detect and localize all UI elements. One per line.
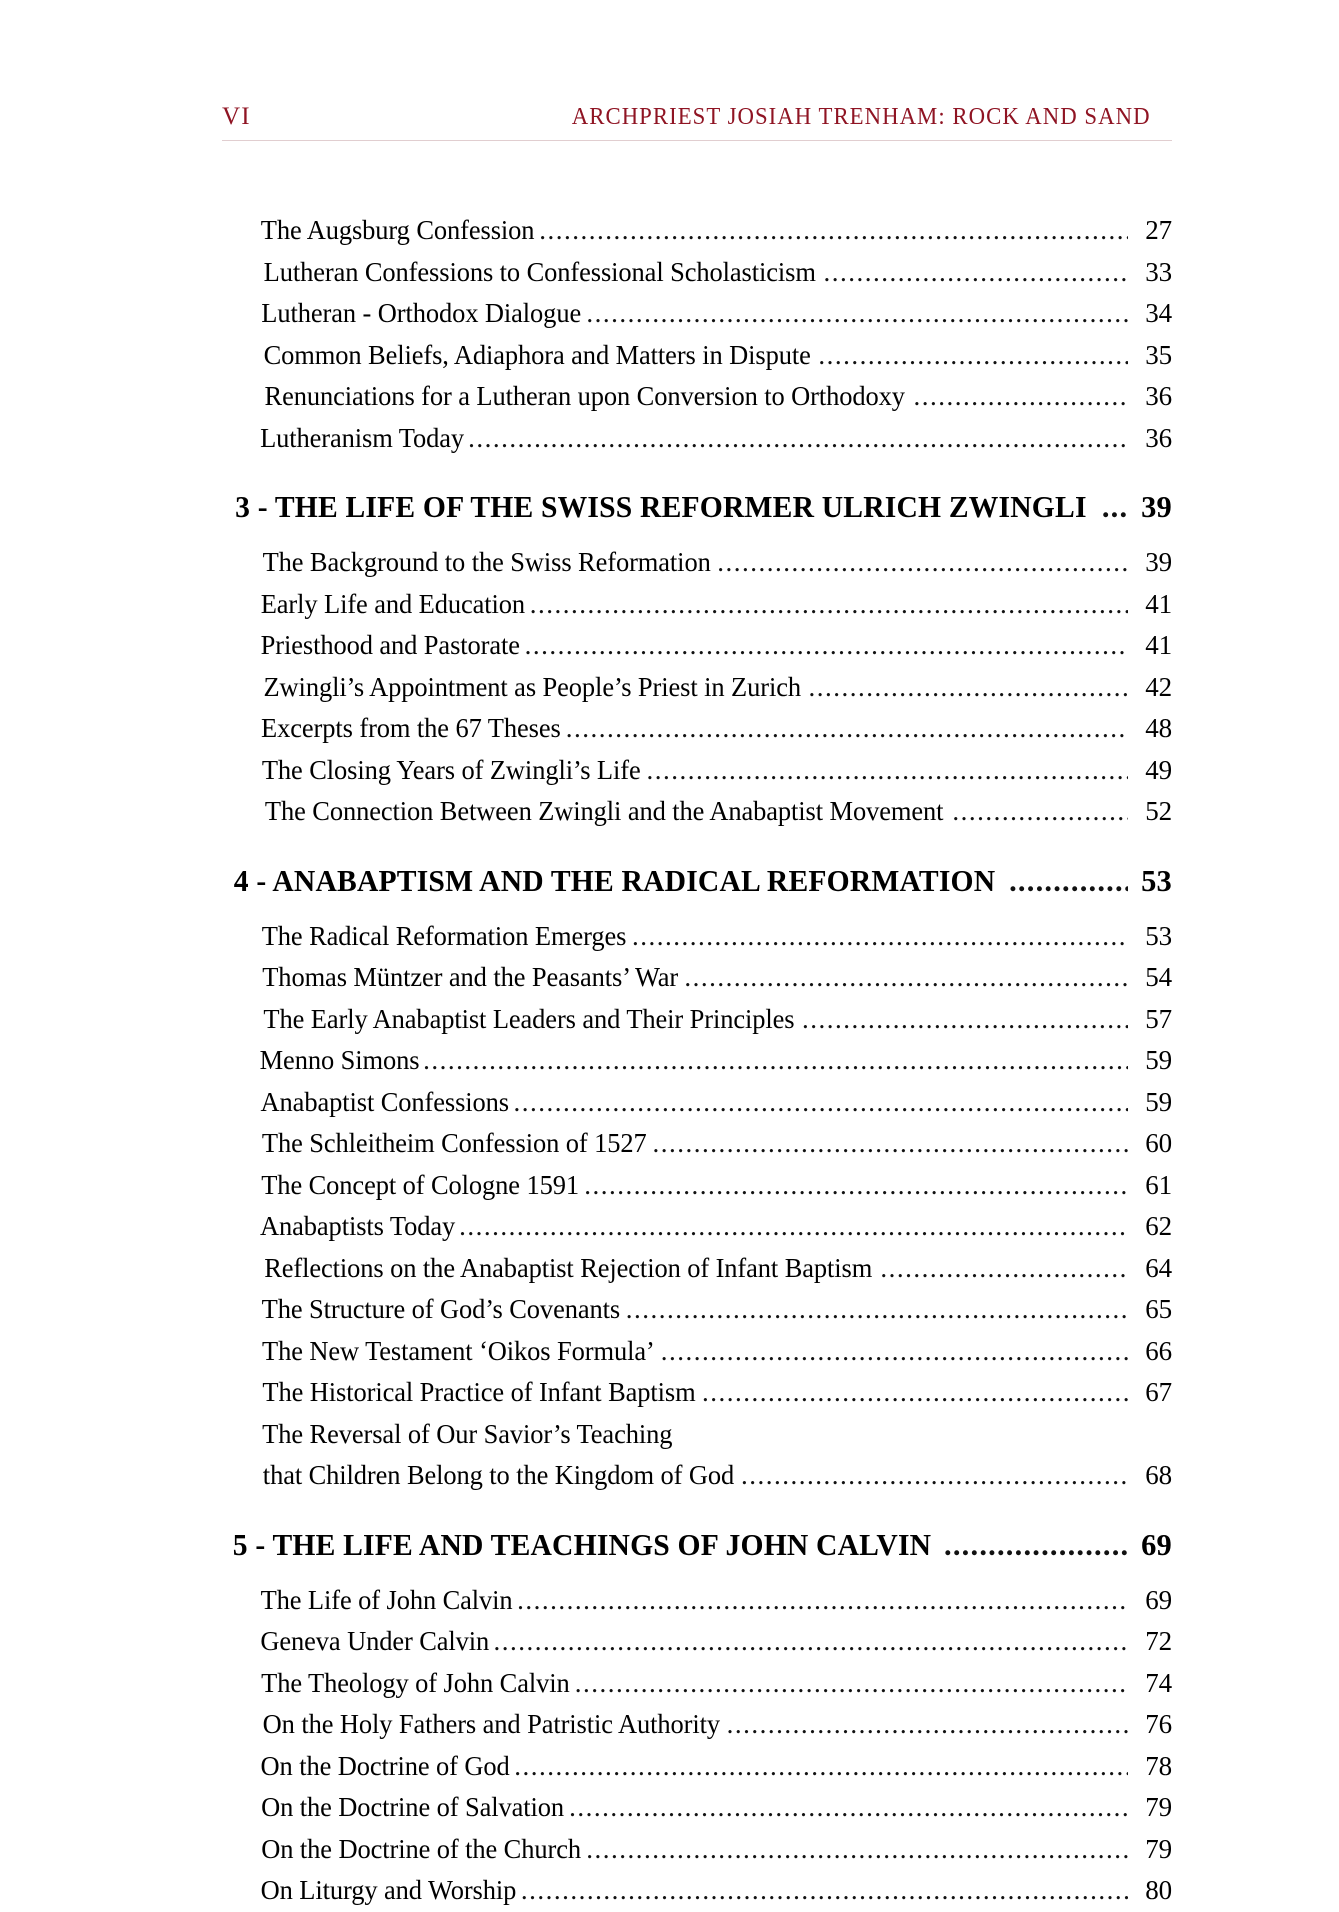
toc-dot-leader bbox=[741, 1462, 1128, 1489]
toc-page-number: 39 bbox=[1145, 547, 1172, 577]
toc-entry-row[interactable] bbox=[258, 335, 1172, 377]
toc-entry-label: Menno Simons bbox=[259, 1045, 420, 1075]
toc-entry-row[interactable] bbox=[258, 750, 1172, 792]
toc-page-number: 52 bbox=[1145, 796, 1172, 826]
toc-dot-leader bbox=[517, 1587, 1128, 1614]
table-of-contents bbox=[222, 210, 1172, 1912]
toc-page-number: 48 bbox=[1145, 713, 1172, 743]
toc-entry-label: On Liturgy and Worship bbox=[260, 1875, 517, 1905]
toc-dot-leader bbox=[584, 1172, 1128, 1199]
toc-entry-label: On the Doctrine of Salvation bbox=[261, 1792, 565, 1822]
toc-entry-row[interactable] bbox=[258, 1621, 1172, 1663]
toc-entry-label: Reflections on the Anabaptist Rejection of Infant Baptism bbox=[264, 1252, 873, 1283]
toc-entry-label: Common Beliefs, Adiaphora and Matters in Dispute bbox=[263, 339, 811, 370]
toc-dot-leader bbox=[661, 1338, 1128, 1365]
toc-page-number: 61 bbox=[1145, 1169, 1172, 1200]
toc-dot-leader bbox=[727, 1711, 1128, 1738]
toc-entry-row[interactable] bbox=[258, 999, 1172, 1041]
toc-page-number: 36 bbox=[1145, 381, 1172, 411]
toc-dot-leader bbox=[802, 1006, 1128, 1033]
toc-chapter-row[interactable] bbox=[222, 1514, 1172, 1576]
toc-entry-label: Geneva Under Calvin bbox=[260, 1626, 490, 1656]
toc-page-number: 60 bbox=[1145, 1128, 1172, 1158]
toc-dot-leader bbox=[494, 1628, 1128, 1655]
toc-entry-label: Thomas Müntzer and the Peasants’ War bbox=[262, 962, 679, 992]
toc-dot-leader bbox=[1009, 866, 1128, 897]
toc-page-number: 59 bbox=[1145, 1045, 1172, 1075]
toc-entry-label: The Structure of God’s Covenants bbox=[261, 1294, 621, 1324]
toc-dot-leader bbox=[632, 923, 1128, 950]
toc-entry-label: The Concept of Cologne 1591 bbox=[261, 1169, 580, 1200]
toc-dot-leader bbox=[525, 632, 1128, 659]
toc-dot-leader bbox=[952, 798, 1128, 825]
toc-entry-label: On the Doctrine of the Church bbox=[261, 1833, 582, 1864]
toc-entry-label: The Life of John Calvin bbox=[260, 1584, 513, 1615]
toc-entry-row[interactable] bbox=[258, 252, 1172, 294]
toc-page-number: 78 bbox=[1145, 1750, 1172, 1781]
page-folio: VI bbox=[222, 103, 251, 130]
toc-entry-label: The Early Anabaptist Leaders and Their Principles bbox=[263, 1003, 795, 1034]
toc-entry-row[interactable] bbox=[258, 1829, 1172, 1871]
toc-dot-leader bbox=[514, 1753, 1128, 1780]
toc-page-number: 67 bbox=[1145, 1377, 1172, 1407]
toc-entry-row[interactable] bbox=[258, 1331, 1172, 1373]
toc-entry-row[interactable] bbox=[258, 293, 1172, 335]
toc-page-number: 53 bbox=[1141, 863, 1172, 898]
toc-entry-row[interactable] bbox=[258, 1455, 1172, 1497]
toc-page-number: 69 bbox=[1141, 1527, 1172, 1562]
toc-chapter-row[interactable] bbox=[222, 476, 1172, 538]
toc-dot-leader bbox=[684, 964, 1128, 991]
toc-entry-label: On the Doctrine of God bbox=[260, 1750, 510, 1781]
toc-page-number: 53 bbox=[1145, 920, 1172, 951]
toc-entry-label: The Radical Reformation Emerges bbox=[261, 920, 627, 951]
toc-entry-label: that Children Belong to the Kingdom of God bbox=[262, 1460, 735, 1490]
toc-entry-label: The Background to the Swiss Reformation bbox=[262, 547, 711, 577]
toc-dot-leader bbox=[521, 1877, 1128, 1904]
toc-page-number: 69 bbox=[1145, 1584, 1172, 1615]
toc-dot-leader bbox=[913, 383, 1128, 410]
header-rule bbox=[222, 140, 1172, 141]
toc-entry-label: Early Life and Education bbox=[260, 588, 526, 619]
toc-dot-leader bbox=[646, 757, 1128, 784]
toc-entry-row[interactable] bbox=[258, 1206, 1172, 1248]
toc-page-number: 65 bbox=[1145, 1294, 1172, 1324]
toc-entry-row[interactable] bbox=[258, 1414, 1172, 1456]
toc-dot-leader bbox=[702, 1379, 1128, 1406]
toc-entry-label: Zwingli’s Appointment as People’s Priest in Zurich bbox=[263, 671, 801, 702]
toc-entry-row[interactable] bbox=[258, 376, 1172, 418]
toc-entry-row[interactable] bbox=[258, 957, 1172, 999]
toc-page-number: 64 bbox=[1145, 1252, 1172, 1283]
toc-entry-row[interactable] bbox=[258, 1248, 1172, 1290]
toc-dot-leader bbox=[944, 1530, 1128, 1561]
toc-entry-label: The Reversal of Our Savior’s Teaching bbox=[262, 1418, 673, 1449]
toc-page-number: 33 bbox=[1145, 256, 1172, 287]
toc-dot-leader bbox=[818, 342, 1128, 369]
toc-entry-row[interactable] bbox=[258, 1580, 1172, 1622]
toc-entry-row[interactable] bbox=[258, 1165, 1172, 1207]
toc-dot-leader bbox=[566, 715, 1128, 742]
toc-dot-leader bbox=[468, 425, 1128, 452]
toc-entry-label: Lutheran Confessions to Confessional Scholasticism bbox=[263, 256, 816, 287]
toc-dot-leader bbox=[586, 1836, 1128, 1863]
toc-entry-label: Excerpts from the 67 Theses bbox=[261, 713, 561, 743]
toc-page-number: 41 bbox=[1145, 588, 1172, 619]
toc-entry-row[interactable] bbox=[258, 1870, 1172, 1912]
toc-page-number: 80 bbox=[1145, 1875, 1172, 1905]
toc-entry-row[interactable] bbox=[258, 708, 1172, 750]
toc-entry-row[interactable] bbox=[258, 625, 1172, 667]
toc-entry-row[interactable] bbox=[258, 667, 1172, 709]
toc-entry-row[interactable] bbox=[258, 791, 1172, 833]
toc-entry-label: The Theology of John Calvin bbox=[261, 1667, 570, 1698]
toc-dot-leader bbox=[626, 1296, 1128, 1323]
toc-dot-leader bbox=[653, 1130, 1128, 1157]
toc-entry-label: The New Testament ‘Oikos Formula’ bbox=[262, 1335, 655, 1366]
toc-entry-row[interactable] bbox=[258, 1289, 1172, 1331]
toc-dot-leader bbox=[539, 217, 1128, 244]
toc-page-number: 57 bbox=[1145, 1003, 1172, 1034]
toc-dot-leader bbox=[823, 259, 1128, 286]
toc-entry-row[interactable] bbox=[258, 542, 1172, 584]
running-header bbox=[222, 103, 1172, 131]
toc-entry-label: On the Holy Fathers and Patristic Authority bbox=[262, 1709, 720, 1739]
toc-dot-leader bbox=[459, 1213, 1128, 1240]
toc-dot-leader bbox=[423, 1047, 1128, 1074]
toc-dot-leader bbox=[1102, 492, 1128, 523]
toc-entry-row[interactable] bbox=[258, 584, 1172, 626]
toc-page-number: 72 bbox=[1145, 1626, 1172, 1656]
toc-entry-label: Anabaptists Today bbox=[259, 1211, 456, 1241]
toc-dot-leader bbox=[808, 674, 1128, 701]
toc-entry-row[interactable] bbox=[258, 1372, 1172, 1414]
toc-page-number: 35 bbox=[1145, 339, 1172, 370]
toc-page-number: 79 bbox=[1145, 1792, 1172, 1822]
toc-page-number: 66 bbox=[1145, 1335, 1172, 1366]
toc-page-number: 79 bbox=[1145, 1833, 1172, 1864]
toc-entry-row[interactable] bbox=[258, 1082, 1172, 1124]
toc-entry-row[interactable] bbox=[258, 418, 1172, 460]
toc-dot-leader bbox=[569, 1794, 1128, 1821]
toc-chapter-row[interactable] bbox=[222, 850, 1172, 912]
toc-entry-label: Anabaptist Confessions bbox=[260, 1086, 510, 1117]
toc-entry-row[interactable] bbox=[258, 1704, 1172, 1746]
toc-entry-label: Priesthood and Pastorate bbox=[260, 630, 520, 660]
toc-entry-row[interactable] bbox=[258, 1746, 1172, 1788]
toc-dot-leader bbox=[575, 1670, 1128, 1697]
toc-entry-label: Lutheran - Orthodox Dialogue bbox=[261, 298, 582, 328]
toc-entry-label: 3 - THE LIFE OF THE SWISS REFORMER ULRICH ZWINGLI bbox=[235, 490, 1087, 524]
toc-entry-label: 5 - THE LIFE AND TEACHINGS OF JOHN CALVIN bbox=[232, 1527, 932, 1562]
toc-entry-label: The Schleitheim Confession of 1527 bbox=[261, 1128, 647, 1158]
toc-entry-label: The Historical Practice of Infant Baptism bbox=[262, 1377, 696, 1407]
toc-entry-row[interactable] bbox=[258, 1663, 1172, 1705]
toc-entry-label: Renunciations for a Lutheran upon Conversion to Orthodoxy bbox=[264, 381, 905, 411]
toc-entry-row[interactable] bbox=[258, 1040, 1172, 1082]
toc-entry-label: 4 - ANABAPTISM AND THE RADICAL REFORMATION bbox=[233, 863, 996, 898]
toc-dot-leader bbox=[514, 1089, 1128, 1116]
toc-entry-label: The Augsburg Confession bbox=[260, 215, 535, 245]
toc-entry-row[interactable] bbox=[258, 1123, 1172, 1165]
toc-page-number: 34 bbox=[1145, 298, 1172, 328]
toc-page-number: 68 bbox=[1145, 1460, 1172, 1490]
toc-entry-label: The Connection Between Zwingli and the Anabaptist Movement bbox=[264, 796, 944, 826]
toc-entry-row[interactable] bbox=[258, 916, 1172, 958]
toc-entry-row[interactable] bbox=[258, 1787, 1172, 1829]
toc-entry-row[interactable] bbox=[258, 210, 1172, 252]
toc-page-number: 59 bbox=[1145, 1086, 1172, 1117]
toc-page-number: 62 bbox=[1145, 1211, 1172, 1241]
toc-page-number: 76 bbox=[1145, 1709, 1172, 1739]
book-title: ARCHPRIEST JOSIAH TRENHAM: ROCK AND SAND bbox=[571, 103, 1151, 130]
toc-page-number: 36 bbox=[1145, 422, 1172, 453]
toc-page-number: 49 bbox=[1145, 754, 1172, 785]
toc-entry-label: Lutheranism Today bbox=[260, 422, 465, 453]
toc-page-number: 27 bbox=[1145, 215, 1172, 245]
toc-entry-label: The Closing Years of Zwingli’s Life bbox=[261, 754, 641, 785]
toc-page-number: 54 bbox=[1145, 962, 1172, 992]
toc-dot-leader bbox=[880, 1255, 1128, 1282]
toc-page-number: 41 bbox=[1145, 630, 1172, 660]
toc-dot-leader bbox=[530, 591, 1128, 618]
toc-dot-leader bbox=[717, 549, 1128, 576]
toc-page-number: 74 bbox=[1145, 1667, 1172, 1698]
toc-dot-leader bbox=[586, 300, 1128, 327]
toc-page-number: 39 bbox=[1141, 490, 1172, 524]
toc-page-number: 42 bbox=[1145, 671, 1172, 702]
